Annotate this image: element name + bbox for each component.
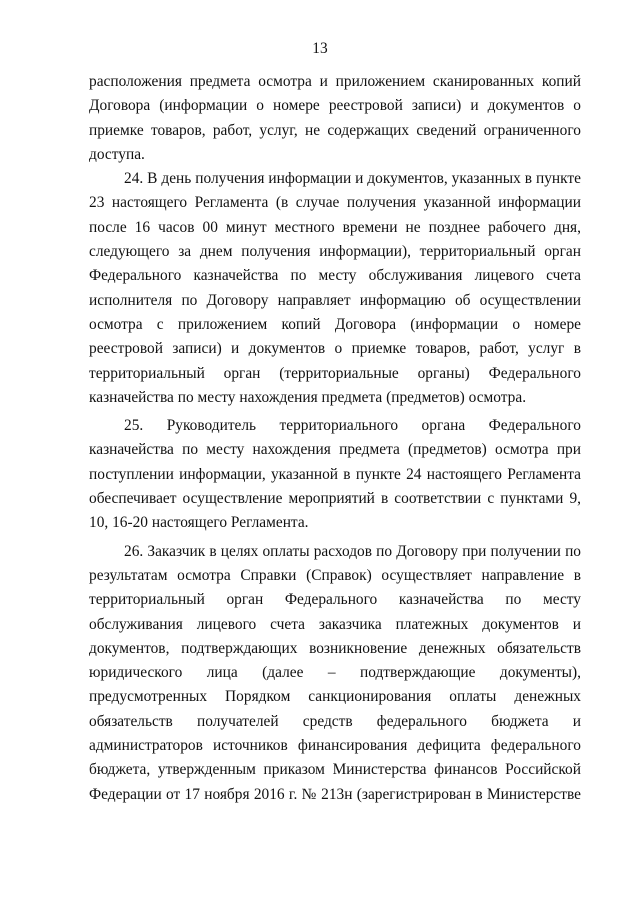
paragraph-25: [89, 414, 581, 535]
text-line: казначейства по месту нахождения предмета (предметов) осмотра при: [89, 441, 581, 459]
text-line: предусмотренных Порядком санкционирования оплаты денежных: [89, 688, 581, 706]
text-line: обязательств получателей средств федерального бюджета и: [89, 712, 581, 730]
text-line: территориальный орган Федерального казначейства по месту: [89, 591, 581, 609]
text-line: 24. В день получения информации и документов, указанных в пункте: [124, 170, 581, 188]
text-line: расположения предмета осмотра и приложением сканированных копий: [89, 73, 581, 90]
text-line: исполнителя по Договору направляет информацию об осуществлении: [89, 291, 581, 309]
text-line: 23 настоящего Регламента (в случае получения указанной информации: [89, 194, 581, 212]
text-line: территориальный орган (территориальные органы) Федерального: [89, 364, 581, 382]
text-line: казначейства по месту нахождения предмета (предметов) осмотра.: [89, 388, 527, 406]
text-line: 25. Руководитель территориального органа Федерального: [124, 417, 581, 435]
text-line: Договора (информации о номере реестровой записи) и документов о: [89, 97, 581, 115]
paragraph-26: [89, 540, 581, 807]
text-line: документов, подтверждающих возникновение денежных обязательств: [89, 639, 581, 657]
text-line: после 16 часов 00 минут местного времени не позднее рабочего дня,: [89, 218, 581, 236]
text-line: следующего за днем получения информации), территориальный орган: [89, 243, 581, 261]
text-line: 10, 16-20 настоящего Регламента.: [89, 514, 309, 532]
text-line: 26. Заказчик в целях оплаты расходов по Договору при получении по: [124, 542, 581, 560]
text-line: администраторов источников финансирования дефицита федерального: [89, 737, 581, 755]
text-line: осмотра с приложением копий Договора (информации о номере: [89, 315, 581, 333]
text-line: поступлении информации, указанной в пункте 24 настоящего Регламента: [89, 465, 581, 483]
paragraph-24: [89, 167, 581, 410]
paragraph-continuation: [89, 70, 581, 167]
text-line: результатам осмотра Справки (Справок) осуществляет направление в: [89, 566, 581, 584]
text-line: приемке товаров, работ, услуг, не содержащих сведений ограниченного: [89, 121, 581, 139]
text-line: Федерации от 17 ноября 2016 г. № 213н (зарегистрирован в Министерстве: [89, 785, 581, 803]
page-number: 13: [312, 40, 328, 57]
text-line: юридического лица (далее – подтверждающие документы),: [89, 664, 581, 682]
text-line: доступа.: [89, 145, 145, 163]
text-line: обеспечивает осуществление мероприятий в соответствии с пунктами 9,: [89, 490, 581, 508]
text-line: реестровой записи) и документов о приемке товаров, работ, услуг в: [89, 340, 581, 358]
document-body: [89, 70, 581, 807]
text-line: обслуживания лицевого счета заказчика платежных документов и: [89, 615, 581, 633]
text-line: бюджета, утвержденным приказом Министерства финансов Российской: [89, 761, 581, 779]
text-line: Федерального казначейства по месту обслуживания лицевого счета: [89, 267, 581, 285]
